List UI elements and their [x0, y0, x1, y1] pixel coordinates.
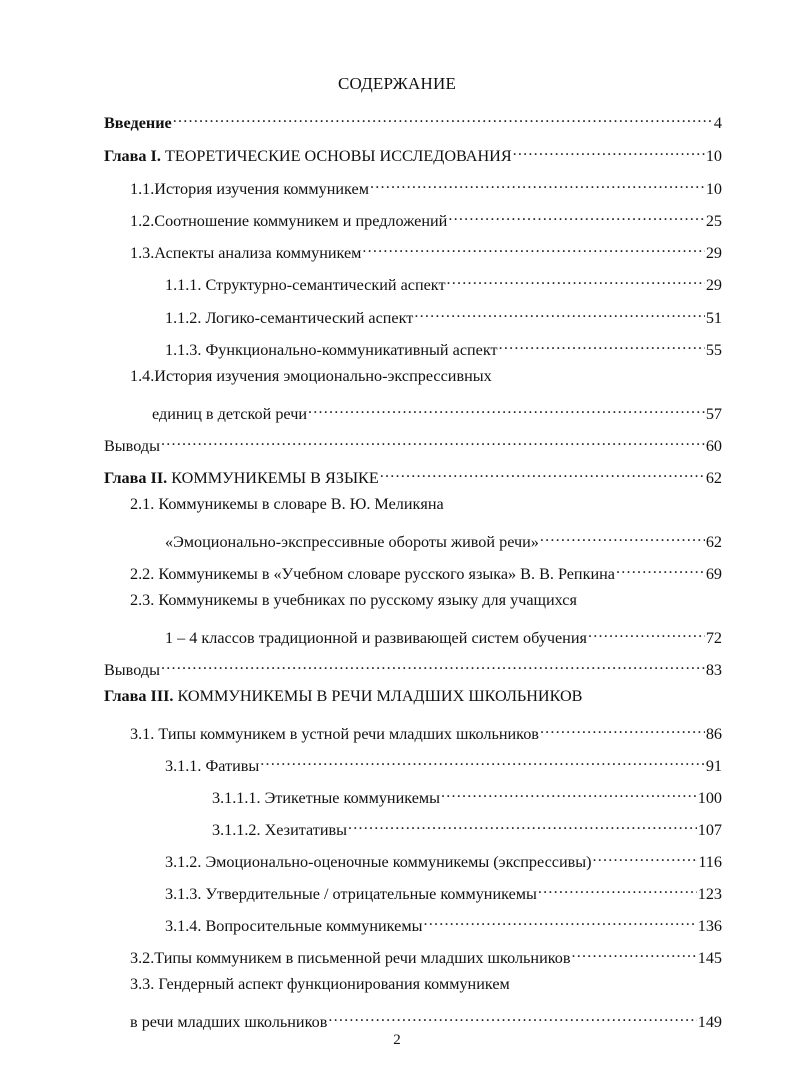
- dot-leader: [348, 813, 697, 835]
- dot-leader: [540, 525, 705, 547]
- dot-leader: [538, 877, 697, 899]
- toc-page: 69: [705, 565, 722, 583]
- toc-page: 60: [705, 437, 722, 455]
- toc-entry-1-3[interactable]: [130, 236, 722, 262]
- toc-entry-2-1-line1: 2.1. Коммуникемы в словаре В. Ю. Меликяна: [130, 495, 444, 513]
- toc-entry-3-1[interactable]: [130, 717, 722, 743]
- toc-entry-1-1[interactable]: [130, 172, 722, 198]
- dot-leader: [616, 557, 705, 579]
- toc-label: 1 – 4 классов традиционной и развивающей систем обучения: [165, 629, 587, 647]
- dot-leader: [370, 172, 705, 194]
- dot-leader: [260, 749, 705, 771]
- toc-entry-conclusions-2[interactable]: [104, 653, 722, 679]
- dot-leader: [588, 621, 705, 643]
- toc-page: 62: [705, 533, 722, 551]
- dot-leader: [593, 845, 698, 867]
- toc-label: 3.1.1.2. Хезитативы: [212, 821, 348, 839]
- toc-page: 136: [697, 917, 722, 935]
- toc-page: 123: [697, 885, 722, 903]
- toc-label: единиц в детской речи: [152, 405, 307, 423]
- toc-label: КОММУНИКЕМЫ В ЯЗЫКЕ: [167, 469, 379, 487]
- toc-entry-chapter-1[interactable]: [104, 139, 722, 165]
- toc-label: 3.1. Типы коммуникем в устной речи младших школьников: [130, 725, 539, 743]
- toc-page: 72: [705, 629, 722, 647]
- dot-leader: [380, 461, 705, 483]
- toc-page: 25: [705, 212, 722, 230]
- toc-label: 3.1.3. Утвердительные / отрицательные коммуникемы: [165, 885, 537, 903]
- toc-label: ТЕОРЕТИЧЕСКИЕ ОСНОВЫ ИССЛЕДОВАНИЯ: [160, 147, 512, 165]
- toc-entry-introduction[interactable]: [104, 106, 722, 132]
- toc-label: 3.1.1.1. Этикетные коммуникемы: [212, 789, 441, 807]
- toc-label: Введение: [104, 114, 172, 132]
- toc-label: «Эмоционально-экспрессивные обороты живой речи»: [165, 533, 539, 551]
- toc-entry-2-1[interactable]: [165, 525, 722, 551]
- toc-label: КОММУНИКЕМЫ В РЕЧИ МЛАДШИХ ШКОЛЬНИКОВ: [173, 687, 583, 705]
- toc-page: 29: [705, 276, 722, 294]
- toc-label: 1.1.История изучения коммуникем: [130, 180, 369, 198]
- toc-entry-3-3-line1: 3.3. Гендерный аспект функционирования коммуникем: [130, 975, 510, 993]
- toc-page: 51: [705, 309, 722, 327]
- toc-page: 107: [697, 821, 722, 839]
- toc-entry-1-1-3[interactable]: [165, 333, 722, 359]
- toc-page: 149: [697, 1013, 722, 1031]
- toc-label: Выводы: [104, 437, 160, 455]
- dot-leader: [441, 781, 697, 803]
- dot-leader: [513, 139, 705, 161]
- toc-entry-1-2[interactable]: [130, 204, 722, 230]
- toc-chapter-prefix: Глава II.: [104, 469, 168, 487]
- toc-entry-conclusions-1[interactable]: [104, 429, 722, 455]
- toc-page: 145: [697, 949, 722, 967]
- toc-page: 29: [705, 244, 722, 262]
- toc-chapter-prefix: Глава I.: [104, 147, 161, 165]
- toc-label: 1.1.3. Функционально-коммуникативный аспект: [165, 341, 498, 359]
- toc-page: 100: [697, 789, 722, 807]
- toc-label: 3.1.4. Вопросительные коммуникемы: [165, 917, 423, 935]
- toc-label: 1.1.2. Логико-семантический аспект: [165, 309, 414, 327]
- dot-leader: [423, 909, 696, 931]
- toc-chapter-prefix: Глава III.: [104, 687, 174, 705]
- toc-page: 10: [705, 180, 722, 198]
- page-number: 2: [393, 1032, 401, 1048]
- toc-page: 4: [713, 114, 722, 132]
- toc-entry-2-3[interactable]: [165, 621, 722, 647]
- toc-page: 55: [705, 341, 722, 359]
- toc-label: 3.2.Типы коммуникем в письменной речи младших школьников: [130, 949, 571, 967]
- toc-label: в речи младших школьников: [130, 1013, 328, 1031]
- toc-entry-1-4[interactable]: [152, 397, 722, 423]
- dot-leader: [173, 106, 713, 128]
- dot-leader: [572, 941, 697, 963]
- dot-leader: [540, 717, 705, 739]
- toc-entry-chapter-2[interactable]: [104, 461, 722, 487]
- dot-leader: [447, 268, 705, 290]
- dot-leader: [448, 204, 704, 226]
- toc-page: 83: [705, 661, 722, 679]
- toc-entry-1-1-2[interactable]: [165, 301, 722, 327]
- dot-leader: [161, 429, 705, 451]
- toc-entry-chapter-3[interactable]: [104, 685, 582, 707]
- toc-label: 1.3.Аспекты анализа коммуникем: [130, 244, 362, 262]
- page-title: СОДЕРЖАНИЕ: [337, 74, 457, 93]
- toc-entry-3-1-4[interactable]: [165, 909, 722, 935]
- toc-page: 86: [705, 725, 722, 743]
- dot-leader: [308, 397, 705, 419]
- toc-page: 91: [705, 757, 722, 775]
- toc-page: 10: [705, 147, 722, 165]
- toc-label: 1.1.1. Структурно-семантический аспект: [165, 276, 446, 294]
- dot-leader: [328, 1005, 696, 1027]
- dot-leader: [414, 301, 704, 323]
- toc-entry-2-2[interactable]: [130, 557, 722, 583]
- toc-entry-3-1-2[interactable]: [165, 845, 722, 871]
- toc-entry-1-1-1[interactable]: [165, 268, 722, 294]
- toc-label: 3.1.2. Эмоционально-оценочные коммуникемы (экспрессивы): [165, 853, 592, 871]
- toc-entry-3-1-1-2[interactable]: [212, 813, 722, 839]
- toc-entry-3-3[interactable]: [130, 1005, 722, 1031]
- dot-leader: [499, 333, 705, 355]
- toc-entry-3-1-1-1[interactable]: [212, 781, 722, 807]
- toc-entry-3-1-1[interactable]: [165, 749, 722, 775]
- toc-page: 62: [705, 469, 722, 487]
- dot-leader: [362, 236, 704, 258]
- toc-entry-2-3-line1: 2.3. Коммуникемы в учебниках по русскому языку для учащихся: [130, 591, 577, 609]
- toc-entry-3-1-3[interactable]: [165, 877, 722, 903]
- toc-page: 57: [705, 405, 722, 423]
- toc-page: 116: [698, 853, 722, 871]
- toc-entry-3-2[interactable]: [130, 941, 722, 967]
- toc-label: 2.2. Коммуникемы в «Учебном словаре русского языка» В. В. Репкина: [130, 565, 615, 583]
- toc-label: 3.1.1. Фативы: [165, 757, 260, 775]
- toc-label: 1.2.Соотношение коммуникем и предложений: [130, 212, 448, 230]
- dot-leader: [161, 653, 705, 675]
- toc-label: Выводы: [104, 661, 160, 679]
- toc-entry-1-4-line1: 1.4.История изучения эмоционально-экспрессивных: [130, 367, 492, 385]
